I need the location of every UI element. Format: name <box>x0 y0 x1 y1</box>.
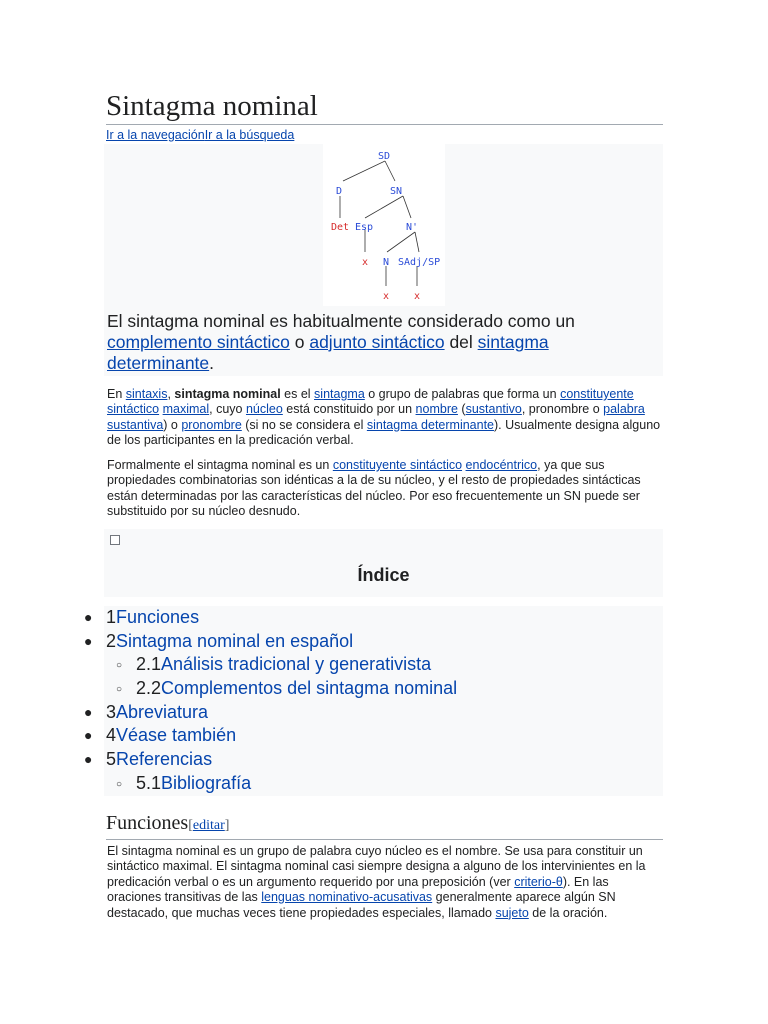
intro-paragraph-2: Formalmente el sintagma nominal es un constituyente sintáctico endocéntrico, ya que sus propiedades combinatorias son idénticas a la de su núcleo, y el resto de propiedades sintácticas están determinadas por las características del núcleo. Por eso frecuentemente un SN puede ser substituido por su núcleo desnudo. <box>107 458 641 519</box>
toc-bullet-icon: ● <box>84 727 93 744</box>
toc-item[interactable] <box>80 701 663 725</box>
toc-bullet-icon: ○ <box>116 778 123 790</box>
toc-list <box>80 606 663 796</box>
toc-bullet-icon: ● <box>84 632 93 649</box>
toc-item-number: 3 <box>106 701 117 722</box>
toc-item[interactable] <box>80 677 663 701</box>
section-heading-funciones: Funciones[editar] <box>106 812 663 840</box>
toc-item-number: 2 <box>106 630 117 651</box>
tree-node-esp: Esp <box>355 222 374 233</box>
syntax-tree-image[interactable] <box>323 144 445 306</box>
toc-item-label[interactable]: Véase también <box>116 725 237 746</box>
toc-item-link[interactable] <box>106 748 212 772</box>
toc-bullet-icon: ● <box>84 751 93 768</box>
toc-item[interactable] <box>80 772 663 796</box>
toc-item[interactable] <box>80 630 663 654</box>
link-lenguas-nominativo-acusativas[interactable]: lenguas nominativo-acusativas <box>261 890 433 905</box>
page-title: Sintagma nominal <box>106 90 663 125</box>
link-sintagma-determinante-2[interactable]: sintagma determinante <box>366 417 495 432</box>
link-maximal[interactable]: maximal <box>162 402 210 417</box>
toc-item-label[interactable]: Bibliografía <box>161 772 252 793</box>
link-nombre[interactable]: nombre <box>415 402 458 417</box>
tree-node-nbar: N' <box>406 222 419 233</box>
toc-bullet-icon: ● <box>84 703 93 720</box>
tree-leaf-x2: x <box>383 291 390 302</box>
link-adjunto-sintactico[interactable]: adjunto sintáctico <box>309 332 445 352</box>
link-complemento-sintactico[interactable]: complemento sintáctico <box>107 332 290 352</box>
toc-item-label[interactable]: Funciones <box>116 607 200 627</box>
toc-item[interactable] <box>80 653 663 677</box>
toc-bullet-icon: ○ <box>116 660 123 672</box>
link-pronombre[interactable]: pronombre <box>181 417 242 432</box>
link-constituyente-sintactico-2[interactable]: constituyente sintáctico <box>332 458 463 472</box>
toc-bullet-icon: ○ <box>116 684 123 696</box>
tree-node-sadj: SAdj/SP <box>398 257 441 268</box>
toc-item-label[interactable]: Abreviatura <box>116 701 209 722</box>
tree-node-det: Det <box>331 222 350 233</box>
toc-item-link[interactable] <box>106 701 208 725</box>
toc-item-label[interactable]: Sintagma nominal en español <box>116 630 354 651</box>
toc-item-link[interactable] <box>136 653 431 677</box>
toc-item-number: 5.1 <box>136 772 162 793</box>
link-sustantivo[interactable]: sustantivo <box>465 402 522 417</box>
tree-leaf-x3: x <box>414 291 421 302</box>
toc-item-number: 1 <box>106 607 117 627</box>
funciones-paragraph: El sintagma nominal es un grupo de palabra cuyo núcleo es el nombre. Se usa para constituir un sintáctico maximal. El sintagma nominal casi siempre designa a alguno de los intervinientes en la predicación verbal o es un argumento requerido por una preposición (ver criterio-θ). En las oraciones transitivas de las lenguas nominativo-acusativas generalmente aparece algún SN destacado, que muchas veces tiene propiedades especiales, llamado sujeto de la oración. <box>107 844 646 920</box>
toc-item-label[interactable]: Referencias <box>116 749 213 770</box>
tree-node-d: D <box>336 186 343 197</box>
link-palabra-sustantiva[interactable]: palabra sustantiva <box>107 402 645 432</box>
tree-node-sd: SD <box>378 151 391 162</box>
toc-item-number: 4 <box>106 725 117 746</box>
toc-item-link[interactable] <box>106 606 199 630</box>
tree-node-sn: SN <box>390 186 403 197</box>
tree-node-n: N <box>383 257 390 268</box>
toc-item-number: 5 <box>106 749 117 770</box>
link-constituyente-sintactico[interactable]: constituyente sintáctico <box>107 387 634 417</box>
link-sintaxis[interactable]: sintaxis <box>125 387 168 401</box>
toc-toggle-checkbox[interactable] <box>110 535 120 545</box>
figure-caption: El sintagma nominal es habitualmente considerado como un complemento sintáctico o adjunto sintáctico del sintagma determinante. <box>107 311 575 373</box>
toc-item[interactable] <box>80 606 663 630</box>
toc-item-label[interactable]: Análisis tradicional y generativista <box>161 654 432 675</box>
toc-bullet-icon: ● <box>84 609 93 625</box>
tree-leaf-x1: x <box>362 257 369 268</box>
toc-item-number: 2.2 <box>136 678 162 699</box>
toc-title: Índice <box>357 565 410 585</box>
toc-item-number: 2.1 <box>136 654 162 675</box>
intro-paragraph-1: En sintaxis, sintagma nominal es el sintagma o grupo de palabras que forma un constituyente sintáctico maximal, cuyo núcleo está constituido por un nombre (sustantivo, pronombre o palabra sustantiva) o pronombre (si no se considera el sintagma determinante). Usualmente designa alguno de los participantes en la predicación verbal. <box>107 387 661 448</box>
jump-to-navigation-link[interactable]: Ir a la navegación <box>106 128 205 142</box>
edit-link[interactable]: editar <box>192 818 225 833</box>
toc-box <box>104 529 663 597</box>
toc-item-link[interactable] <box>136 677 457 701</box>
link-sintagma-determinante[interactable]: sintagma determinante <box>107 332 549 373</box>
toc-item-link[interactable] <box>136 772 251 796</box>
toc-item-label[interactable]: Complementos del sintagma nominal <box>161 678 458 699</box>
toc-item-link[interactable] <box>106 724 236 748</box>
section-edit: [editar] <box>188 818 230 833</box>
toc-item-link[interactable] <box>106 630 353 654</box>
link-endocentrico[interactable]: endocéntrico <box>465 458 538 472</box>
link-nucleo[interactable]: núcleo <box>245 402 283 417</box>
link-criterio-theta[interactable]: criterio-θ <box>514 874 563 889</box>
link-sujeto[interactable]: sujeto <box>495 905 529 920</box>
jump-to-search-link[interactable]: Ir a la búsqueda <box>204 128 295 142</box>
jump-links <box>106 127 294 143</box>
link-sintagma[interactable]: sintagma <box>314 387 365 401</box>
toc-item[interactable] <box>80 748 663 772</box>
toc-item[interactable] <box>80 724 663 748</box>
